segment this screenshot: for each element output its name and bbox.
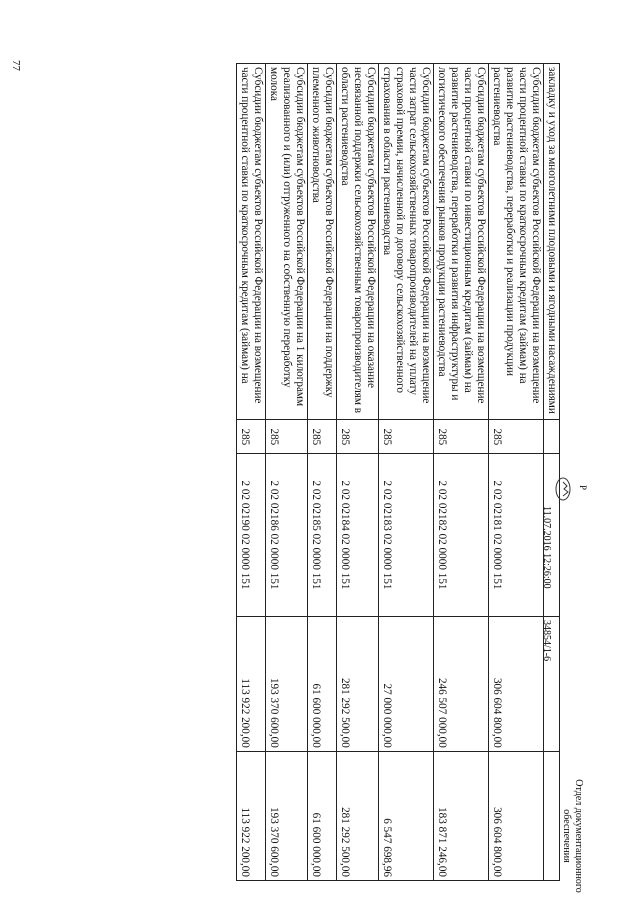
- row-name-cell: Субсидии бюджетам субъектов Российской Федерации на возмещение части процентной ставки по инвестиционным кредитам (займам) на развитие растениеводства, переработки и развития инфраструктуры и логистического обеспечения рынков продукции растениеводства: [434, 64, 489, 420]
- row-value2-cell: 6 547 698,96: [379, 751, 434, 880]
- footer-department: Отдел документационного обеспечения: [561, 779, 584, 893]
- footer: [518, 470, 588, 910]
- table-row: [434, 64, 489, 881]
- row-code-cell: 285: [379, 420, 434, 454]
- row-name-cell: закладку и уход за многолетними плодовыми и ягодными насаждениями: [544, 64, 560, 420]
- row-code-cell: [544, 420, 560, 454]
- footer-datetime: 11.07.2016 12:26:00: [541, 506, 552, 589]
- row-kbk-cell: 2 02 02182 02 0000 151: [434, 454, 489, 616]
- row-name-cell: Субсидии бюджетам субъектов Российской Федерации на 1 килограмм реализованного и (или) отгруженного на собственную переработку молока: [266, 64, 308, 420]
- page-number: 77: [10, 60, 22, 71]
- row-value2-cell: 193 370 600,00: [266, 751, 308, 880]
- row-code-cell: 285: [237, 420, 266, 454]
- row-code-cell: 285: [337, 420, 379, 454]
- table-row: [379, 64, 434, 881]
- row-value1-cell: 27 000 000,00: [379, 616, 434, 751]
- row-value1-cell: 306 604 800,00: [489, 616, 544, 751]
- rotated-table-container: [88, 63, 560, 881]
- row-name-cell: Субсидии бюджетам субъектов Российской Федерации на поддержку племенного животноводства: [308, 64, 337, 420]
- table-row: [237, 64, 266, 881]
- row-value2-cell: 306 604 800,00: [489, 751, 544, 880]
- row-kbk-cell: 2 02 02183 02 0000 151: [379, 454, 434, 616]
- table-row: [308, 64, 337, 881]
- row-kbk-cell: 2 02 02190 02 0000 151: [237, 454, 266, 616]
- row-name-cell: Субсидии бюджетам субъектов Российской Федерации на возмещение части процентной ставки по краткосрочным кредитам (займам) на: [237, 64, 266, 420]
- row-code-cell: 285: [434, 420, 489, 454]
- row-kbk-cell: 2 02 02184 02 0000 151: [337, 454, 379, 616]
- row-kbk-cell: 2 02 02186 02 0000 151: [266, 454, 308, 616]
- budget-table: [236, 63, 560, 881]
- row-name-cell: Субсидии бюджетам субъектов Российской Федерации на возмещение части затрат сельскохозяйственных товаропроизводителей на уплату страховой премии, начисленной по договору сельскохозяйственного страхования в области растениеводства: [379, 64, 434, 420]
- row-value2-cell: 113 922 200,00: [237, 751, 266, 880]
- table-row: [266, 64, 308, 881]
- table-row: [337, 64, 379, 881]
- row-code-cell: 285: [308, 420, 337, 454]
- row-code-cell: 285: [266, 420, 308, 454]
- row-value1-cell: 281 292 500,00: [337, 616, 379, 751]
- row-kbk-cell: 2 02 02185 02 0000 151: [308, 454, 337, 616]
- row-code-cell: 285: [489, 420, 544, 454]
- row-kbk-cell: 2 02 02181 02 0000 151: [489, 454, 544, 616]
- stamp-icon: [551, 476, 588, 502]
- row-value1-cell: 61 600 000,00: [308, 616, 337, 751]
- row-name-cell: Субсидии бюджетам субъектов Российской Федерации на оказание несвязанной поддержки сельскохозяйственным товаропроизводителям в области растениеводства: [337, 64, 379, 420]
- row-value2-cell: 183 871 246,00: [434, 751, 489, 880]
- row-name-cell: Субсидии бюджетам субъектов Российской Федерации на возмещение части процентной ставки по краткосрочным кредитам (займам) на развитие растениеводства, переработки и реализации продукции растениеводства: [489, 64, 544, 420]
- row-value1-cell: 193 370 600,00: [266, 616, 308, 751]
- row-value1-cell: 246 507 000,00: [434, 616, 489, 751]
- row-value2-cell: 281 292 500,00: [337, 751, 379, 880]
- row-value1-cell: 113 922 200,00: [237, 616, 266, 751]
- stamp-letter: Р: [578, 485, 588, 491]
- row-value2-cell: 61 600 000,00: [308, 751, 337, 880]
- footer-doc-id: 34854/1-6: [541, 620, 552, 662]
